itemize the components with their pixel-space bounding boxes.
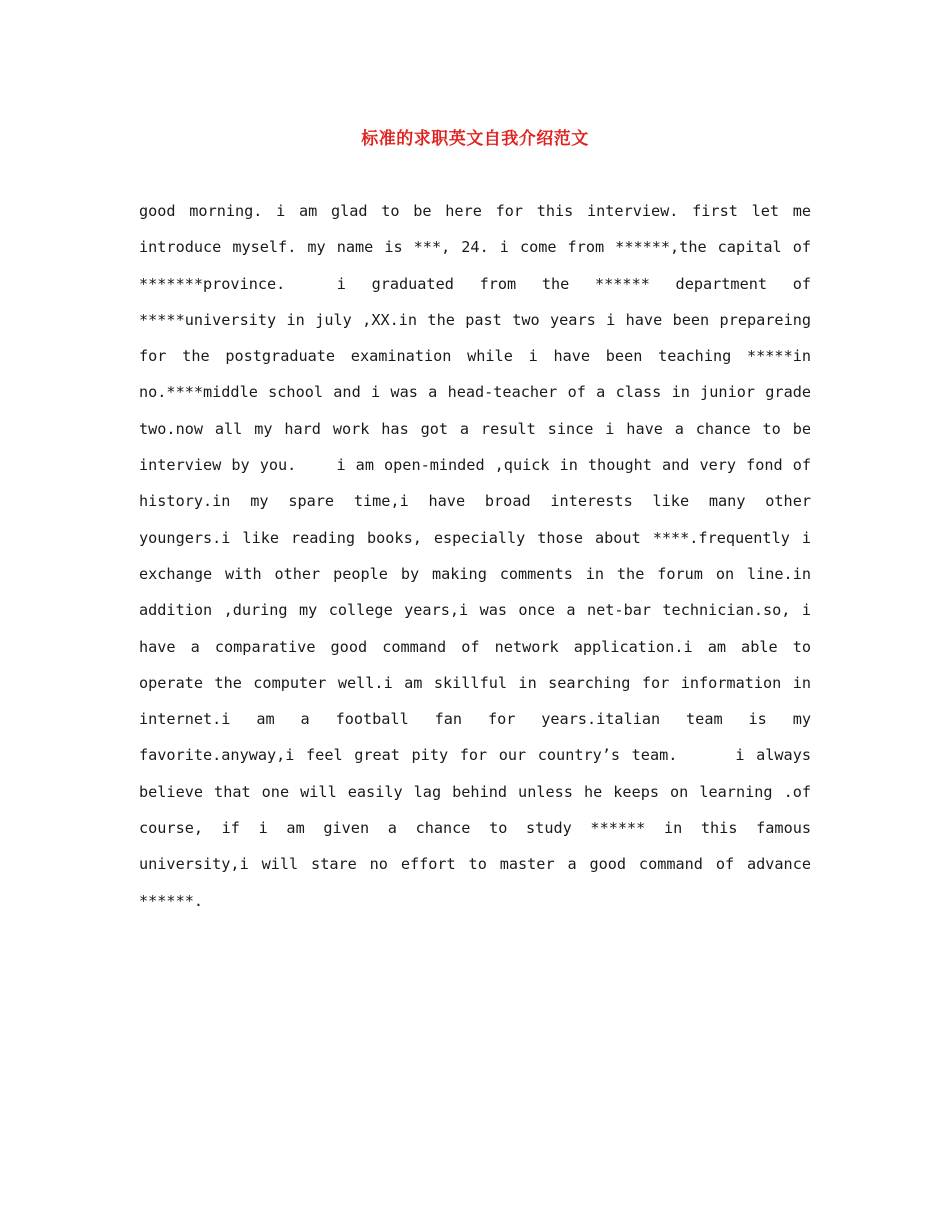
document-title: 标准的求职英文自我介绍范文: [361, 129, 589, 149]
document-body: good morning. i am glad to be here for this interview. first let me introduce myself. my name is ***, 24. i come from ******,the capital of *******province. i graduated from the ****** department of *****university in july ,XX.in the past two years i have been prepareing for the postgraduate examination while i have been teaching *****in no.****middle school and i was a head-teacher of a class in junior grade two.now all my hard work has got a result since i have a chance to be interview by you. i am open-minded ,quick in thought and very fond of history.in my spare time,i have broad interests like many other youngers.i like reading books, especially those about ****.frequently i exchange with other people by making comments in the forum on line.in addition ,during my college years,i was once a net-bar technician.so, i have a comparative good command of network application.i am able to operate the computer well.i am skillful in searching for information in internet.i am a football fan for years.italian team is my favorite.anyway,i feel great pity for our country’s team. i always believe that one will easily lag behind unless he keeps on learning .of course, if i am given a chance to study ****** in this famous university,i will stare no effort to master a good command of advance ******.: [139, 202, 821, 910]
